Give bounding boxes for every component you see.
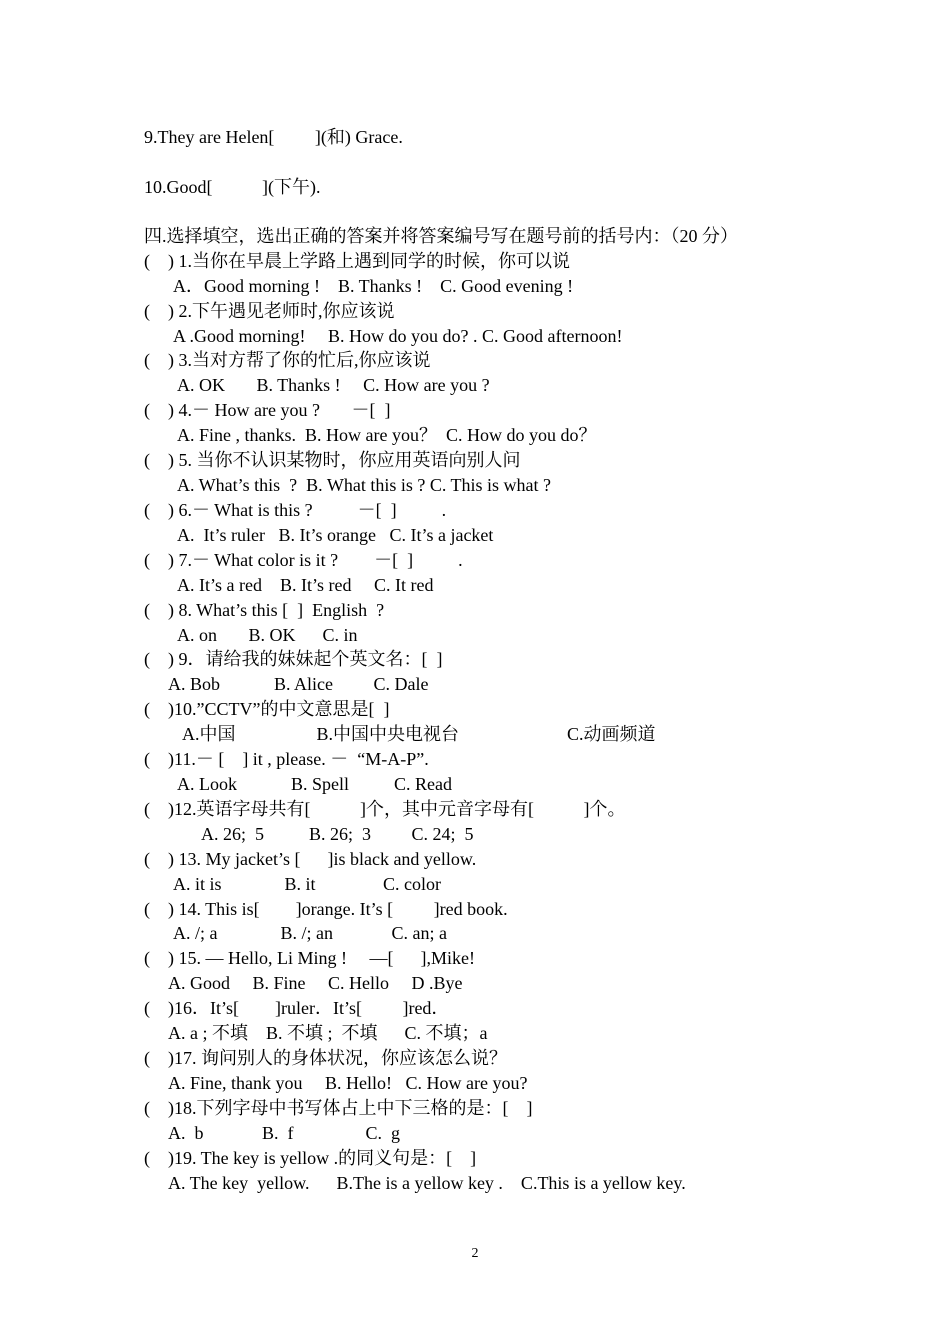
question-12-stem: ( )12.英语字母共有[ ]个，其中元音字母有[ ]个。 bbox=[144, 799, 626, 819]
question-5-stem: ( ) 5. 当你不认识某物时，你应用英语向别人问 bbox=[144, 450, 521, 470]
question-15-options: A. Good B. Fine C. Hello D .Bye bbox=[168, 973, 463, 993]
question-11-stem: ( )11.－ [ ] it , please. － “M-A-P”. bbox=[144, 749, 429, 769]
page-number: 2 bbox=[471, 1246, 479, 1261]
question-13-options: A. it is B. it C. color bbox=[173, 874, 442, 894]
question-13-stem: ( ) 13. My jacket’s [ ]is black and yellow. bbox=[144, 849, 477, 869]
question-17-stem: ( )17. 询问别人的身体状况，你应该怎么说？ bbox=[144, 1048, 507, 1068]
question-3-options: A. OK B. Thanks ! C. How are you ? bbox=[177, 375, 490, 395]
question-17-options: A. Fine, thank you B. Hello! C. How are you? bbox=[168, 1073, 528, 1093]
question-14-options: A. /; a B. /; an C. an; a bbox=[173, 923, 447, 943]
question-18-stem: ( )18.下列字母中书写体占上中下三格的是：[ ] bbox=[144, 1098, 533, 1118]
question-19-stem: ( )19. The key is yellow .的同义句是：[ ] bbox=[144, 1148, 477, 1168]
question-8-stem: ( ) 8. What’s this [ ] English ? bbox=[144, 600, 385, 620]
fill-blank-q10: 10.Good[ ](下午). bbox=[144, 177, 321, 197]
question-18-options: A. b B. f C. g bbox=[168, 1123, 401, 1143]
question-7-options: A. It’s a red B. It’s red C. It red bbox=[177, 575, 434, 595]
question-4-stem: ( ) 4.－ How are you ? －[ ] bbox=[144, 400, 391, 420]
question-6-options: A. It’s ruler B. It’s orange C. It’s a jacket bbox=[177, 525, 494, 545]
question-3-stem: ( ) 3.当对方帮了你的忙后,你应该说 bbox=[144, 350, 431, 370]
question-16-options: A. a ; 不填 B. 不填 ; 不填 C. 不填；a bbox=[168, 1023, 488, 1043]
question-1-stem: ( ) 1.当你在早晨上学路上遇到同学的时候，你可以说 bbox=[144, 251, 570, 271]
fill-blank-q9: 9.They are Helen[ ](和) Grace. bbox=[144, 127, 403, 147]
question-5-options: A. What’s this ? B. What this is ? C. This is what ? bbox=[177, 475, 551, 495]
question-12-options: A. 26; 5 B. 26; 3 C. 24; 5 bbox=[201, 824, 474, 844]
question-9-options: A. Bob B. Alice C. Dale bbox=[168, 674, 429, 694]
section-4-title: 四.选择填空，选出正确的答案并将答案编号写在题号前的括号内：（20 分） bbox=[144, 226, 738, 246]
question-2-stem: ( ) 2.下午遇见老师时,你应该说 bbox=[144, 301, 395, 321]
question-10-stem: ( )10.”CCTV”的中文意思是[ ] bbox=[144, 699, 390, 719]
question-9-stem: ( ) 9．请给我的妹妹起个英文名：[ ] bbox=[144, 649, 443, 669]
question-19-options: A. The key yellow. B.The is a yellow key . C.This is a yellow key. bbox=[168, 1173, 686, 1193]
question-1-options: A．Good morning ! B. Thanks ! C. Good evening ! bbox=[173, 276, 574, 296]
question-16-stem: ( )16．It’s[ ]ruler．It’s[ ]red． bbox=[144, 998, 450, 1018]
question-2-options: A .Good morning! B. How do you do? . C. Good afternoon! bbox=[173, 326, 623, 346]
question-15-stem: ( ) 15. — Hello, Li Ming ! —[ ],Mike! bbox=[144, 948, 475, 968]
question-6-stem: ( ) 6.－ What is this ? －[ ] . bbox=[144, 500, 447, 520]
question-4-options: A. Fine , thanks. B. How are you？ C. How do you do？ bbox=[177, 425, 597, 445]
question-10-options: A.中国 B.中国中央电视台 C.动画频道 bbox=[182, 724, 656, 744]
question-7-stem: ( ) 7.－ What color is it ? －[ ] . bbox=[144, 550, 463, 570]
question-14-stem: ( ) 14. This is[ ]orange. It’s [ ]red book. bbox=[144, 899, 508, 919]
question-8-options: A. on B. OK C. in bbox=[177, 625, 358, 645]
question-11-options: A. Look B. Spell C. Read bbox=[177, 774, 452, 794]
